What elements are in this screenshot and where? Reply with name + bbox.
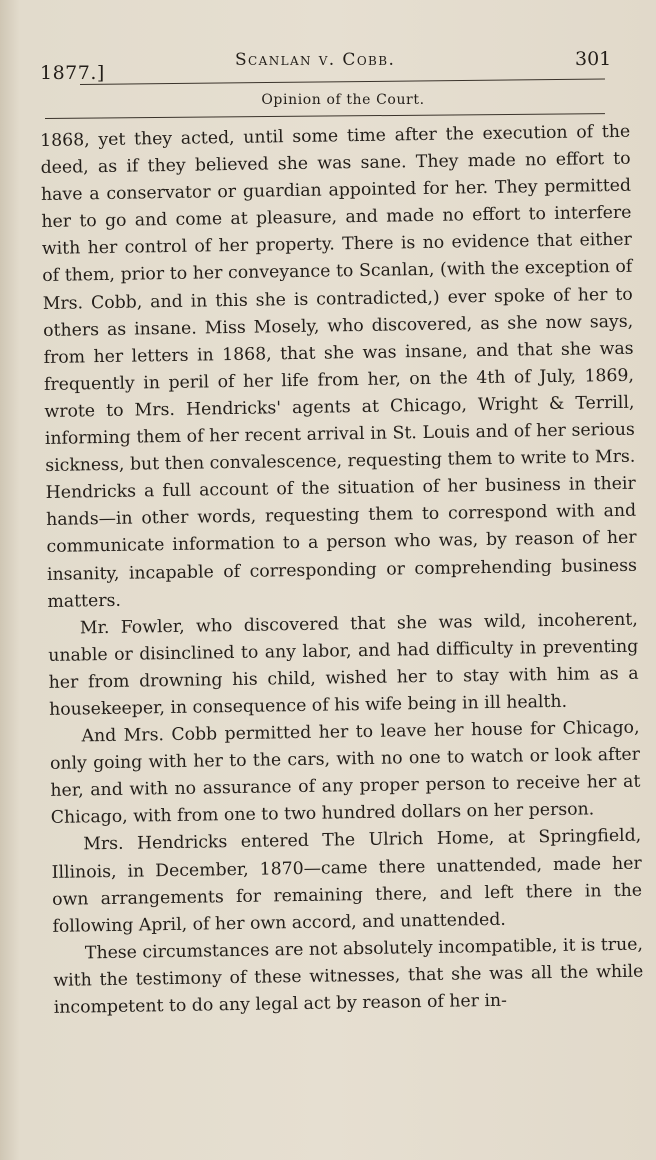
- running-title: Scanlan v. Cobb.: [235, 50, 396, 70]
- paragraph-ulrich-home: Mrs. Hendricks entered The Ulrich Home, at Springfield, Illinois, in December, 1870—came there unattended, made her own arrangements for remaining there, and left there in the following April, of her own accord, and unattended.: [51, 826, 643, 937]
- body-text: [40, 119, 644, 1022]
- section-subheader: Opinion of the Court.: [261, 92, 425, 108]
- paragraph-fowler: Mr. Fowler, who discovered that she was wild, incoherent, unable or disinclined to any labor, and had difficulty in preventing her from drowning his child, wished her to stay with him as a housekeeper, in consequence of his wife being in ill health.: [48, 609, 639, 720]
- page-number: 301: [575, 48, 612, 70]
- paragraph-cobb: And Mrs. Cobb permitted her to leave her house for Chicago, only going with her to the cars, with no one to watch or look after her, and with no assurance of any proper person to receive her at Chicago, with from one to two hundred dollars on her person.: [49, 717, 641, 829]
- paragraph-continuation: 1868, yet they acted, until some time after the execution of the deed, as if they believed she was sane. They made no effort to have a conservator or guardian appointed for her. They permitted her to go and come at pleasure, and made no effort to interfere with her control of her property. There is no evidence that either of them, prior to her conveyance to Scanlan, (with the exception of Mrs. Cobb, and in this she is contradicted,) ever spoke of her to others as insane. Miss Mosely, who discovered, as she now says, from her letters in 1868, that she was insane, and that she was frequently in peril of her life from her, on the 4th of July, 1869, wrote to Mrs. Hendricks' agents at Chicago, Wright & Terrill, informing them of her recent arrival in St. Louis and of her serious sickness, but then convalescence, requesting them to write to Mrs. Hendricks a full account of the situation of her business in their hands—in other words, requesting them to correspond with and communicate information to a person who was, by reason of her insanity, incapable of corresponding or comprehending business matters.: [40, 121, 638, 612]
- header-year: 1877.]: [40, 62, 105, 84]
- header-rule: [80, 79, 605, 85]
- subheader-rule: [45, 113, 605, 119]
- paragraph-circumstances: These circumstances are not absolutely incompatible, it is true, with the testimony of these witnesses, that she was all the while incompetent to do any legal act by reason of her in-: [53, 934, 644, 1018]
